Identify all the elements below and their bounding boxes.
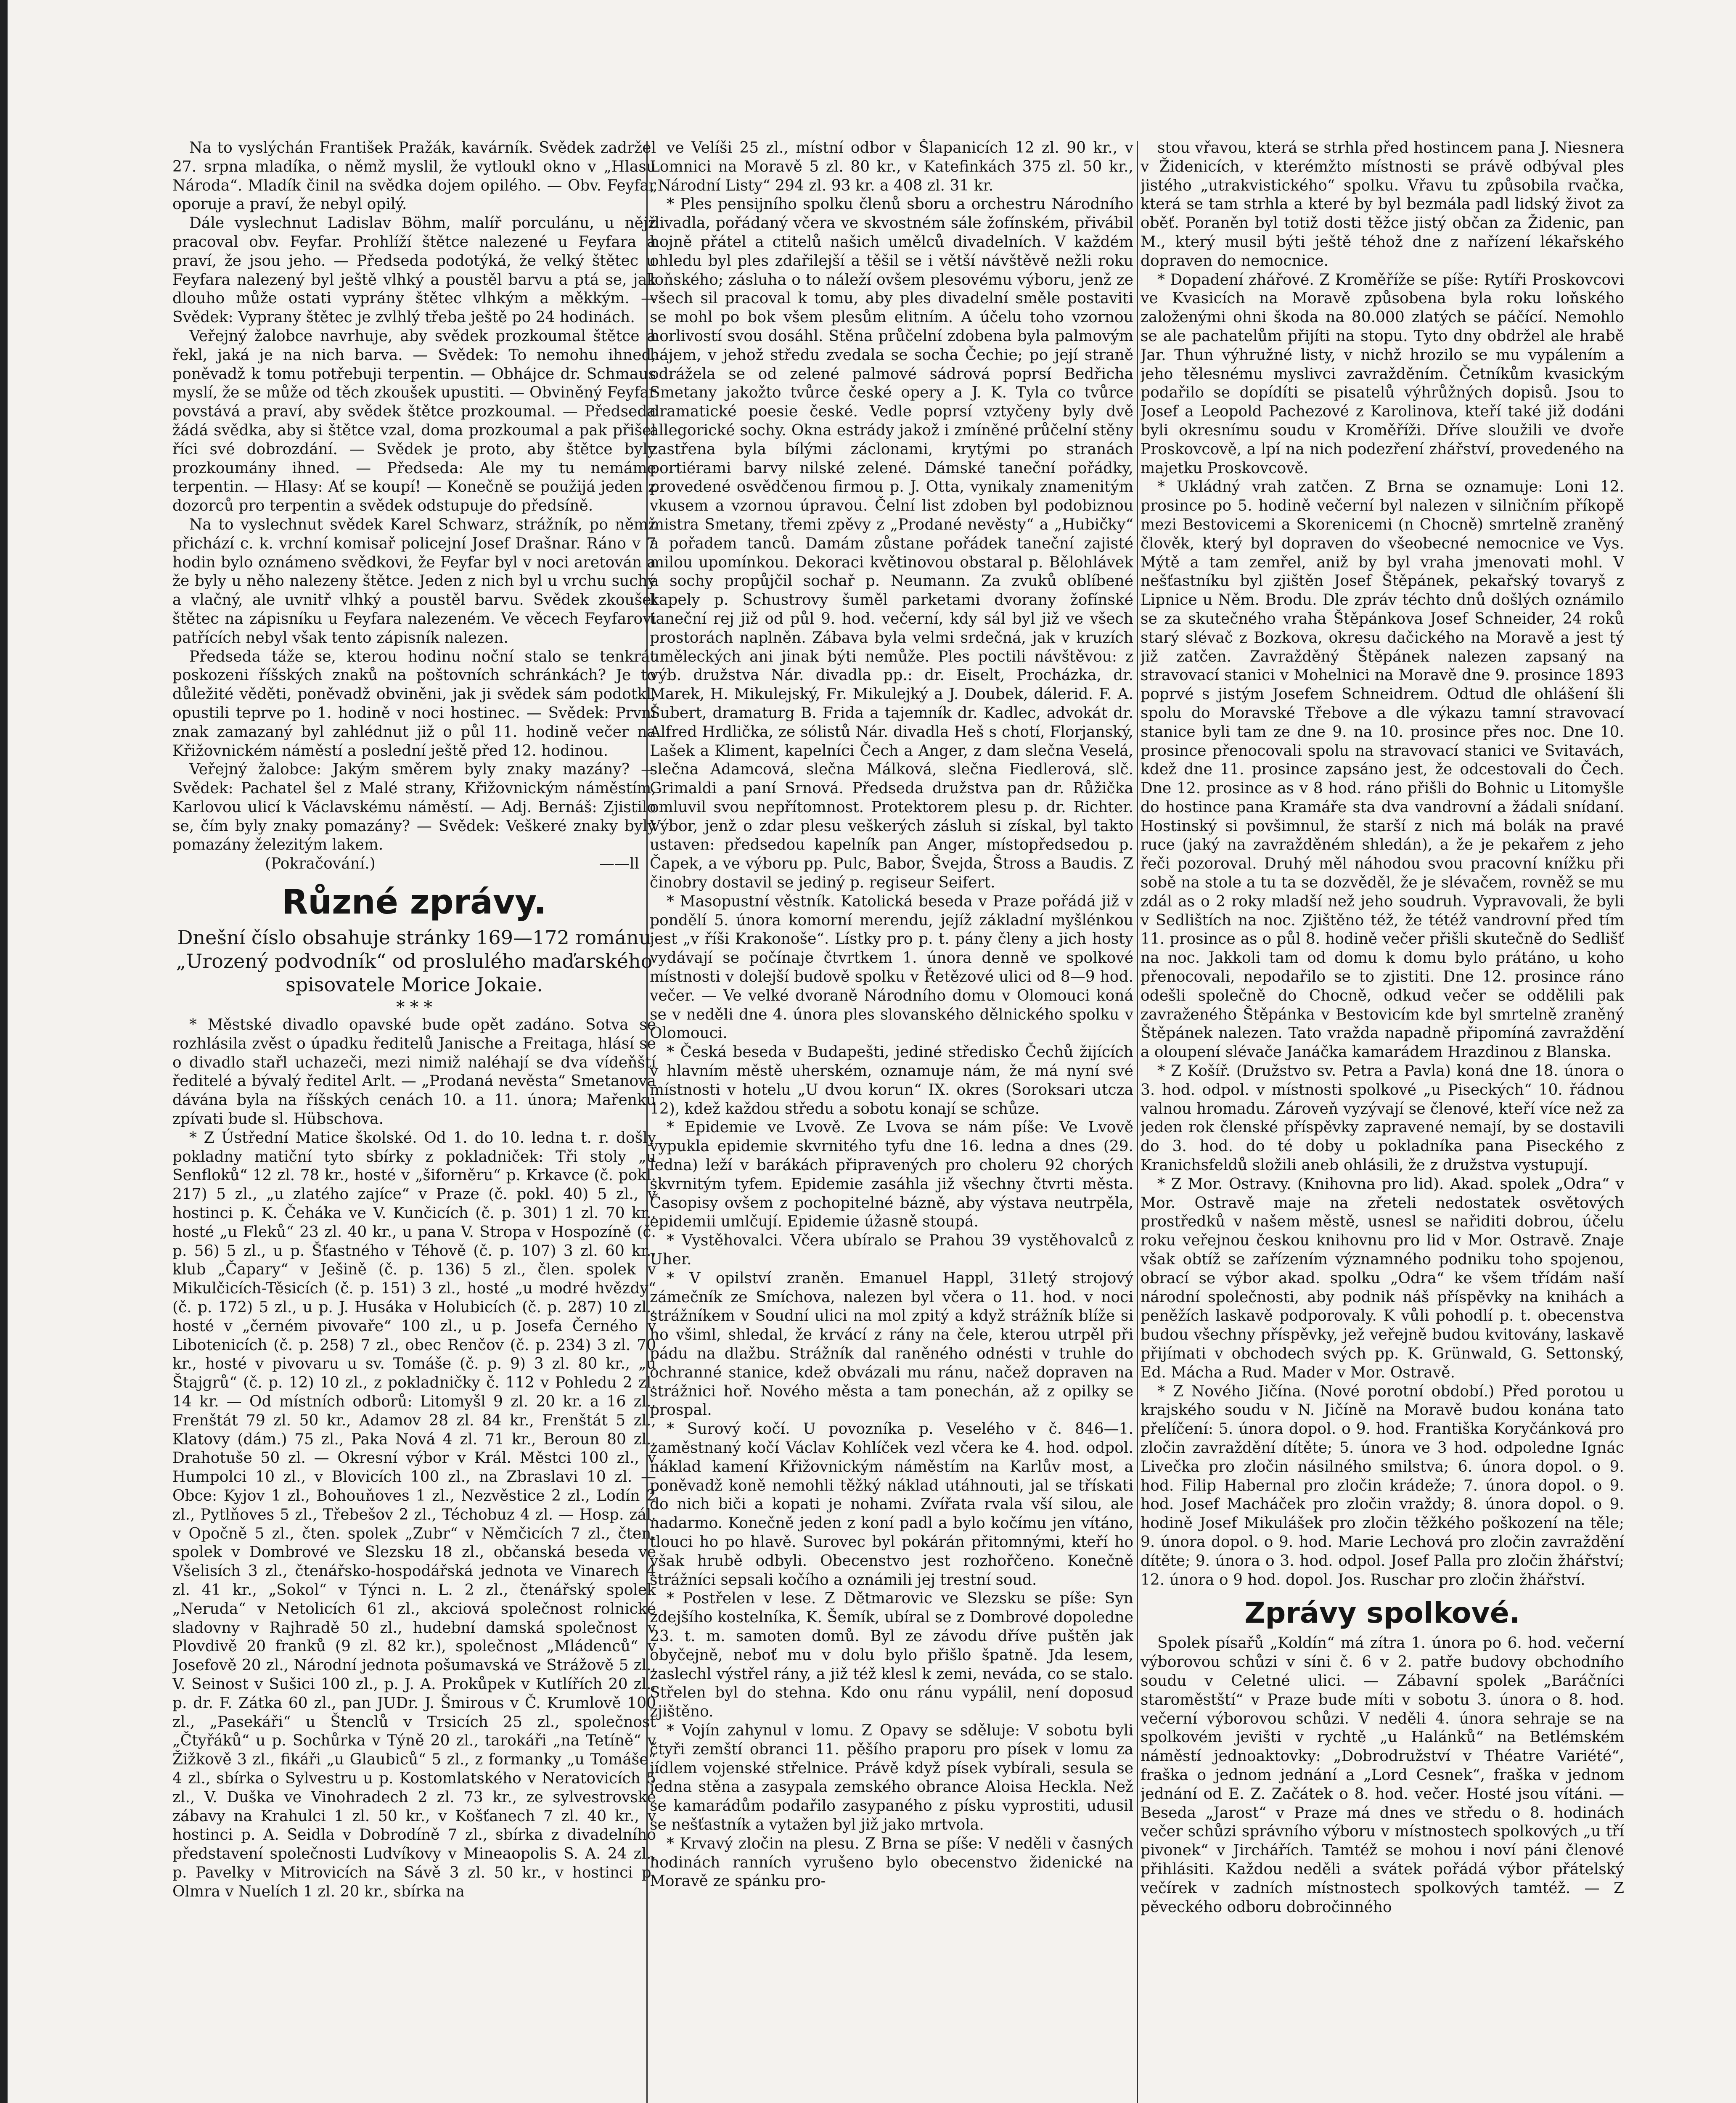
scan-edge	[0, 0, 8, 2103]
paragraph: Dále vyslechnut Ladislav Böhm, malíř porculánu, u nějž pracoval obv. Feyfar. Prohlíží štětce nalezené u Feyfara a praví, že jsou jeho. — Předseda podotýká, že velký štětec u Feyfara nalezený byl ještě vlhký a poustěl barvu a ptá se, jak dlouho může ostati vyprány štětec vlhkým a měkkým. — Svědek: Vyprany štětec je zvlhlý třeba ještě po 24 hodinách.	[172, 215, 656, 326]
paragraph: Veřejný žalobce navrhuje, aby svědek prozkoumal štětce a řekl, jaká je na nich barva. — Svědek: To nemohu ihned, poněvadž k tomu potřebuji terpentin. — Obhájce dr. Schmaus myslí, že se může od těch zkoušek upustiti. — Obviněný Feyfar povstává a praví, aby svědek štětce prozkoumal. — Předseda žádá svědka, aby si štětce vzal, doma prozkoumal a pak přišel říci své dobrozdání. — Svědek je proto, aby štětce byly prozkoumány ihned. — Předseda: Ale my tu nemáme terpentin. — Hlasy: Ať se koupí! — Konečně se použijá jeden z dozorců pro terpentin a svědek odstupuje do předsíně.	[172, 327, 656, 515]
news-item: * Surový kočí. U povozníka p. Veselého v č. 846—1. zaměstnaný kočí Václav Kohlíček vezl včera ke 4. hod. odpol. náklad kamení Křižovnickým náměstím na Karlův most, a poněvadž koně nemohli těžký náklad utáhnouti, jal se třískati do nich biči a kopati je nohami. Zvířata rvala vší silou, ale nadarmo. Konečně jeden z koní padl a bylo kočímu jen vítáno, tlouci ho po hlavě. Surovec byl pokárán přitomnými, kteří ho však hrubě odbyli. Obecenstvo jest rozhořčeno. Konečně strážníci sepsali kočího a oznámili jej trestní soud.	[650, 1420, 1133, 1589]
news-item: * Vojín zahynul v lomu. Z Opavy se sděluje: V sobotu byli čtyři zemští obranci 11. pěšího praporu pro písek v lomu za jídlem vojenské střelnice. Právě když písek vybírali, sesula se jedna stěna a zasypala zemského obrance Aloisa Heckla. Než se kamarádům podařilo zasypaného z písku vyprostiti, udusil se nešťastník a vytažen byl již jako mrtvola.	[650, 1722, 1133, 1833]
news-item: * Dopadení zhářové. Z Kroměříže se píše: Rytíři Proskovcovi ve Kvasicích na Moravě způsobena byla roku loňského založenými ohni škoda na 80.000 zlatých se páčící. Nemohlo se ale pachatelům přijíti na stopu. Tyto dny obdržel ale hrabě Jar. Thun výhružné listy, v nichž hrozilo se mu vypálením a jeho tělesnému myslivci zavražděním. Četníkům kvasickým podařilo se dopídíti se pisatelů výhrůžných dopisů. Jsou to Josef a Leopold Pachezové z Karolinova, kteří také již dodáni byli okresnímu soudu v Kroměříži. Dříve sloužili ve dvoře Proskovcově, a lpí na nich podezření zhářství, provedeného na majetku Proskovcově.	[1141, 271, 1624, 477]
news-item: * Z Ústřední Matice školské. Od 1. do 10. ledna t. r. došly pokladny matiční tyto sbírky z pokladniček: Tři stoly „u Senfloků“ 12 zl. 78 kr., hosté v „šiforněru“ p. Krkavce (č. pokl. 217) 5 zl., „u zlatého zajíce“ v Praze (č. pokl. 40) 5 zl., v hostinci p. K. Čeháka ve V. Kunčicích (č. p. 301) 1 zl. 70 kr., hosté „u Fleků“ 23 zl. 40 kr., u pana V. Stropa v Hospozíně (č. p. 56) 5 zl., u p. Šťastného v Téhově (č. p. 107) 3 zl. 60 kr., klub „Čapary“ v Ješině (č. p. 136) 5 zl., člen. spolek v Mikulčicích-Těsicích (č. p. 151) 3 zl., hosté „u modré hvězdy“ (č. p. 172) 5 zl., u p. J. Husáka v Holubicích (č. p. 287) 10 zl., hosté v „černém pivovaře“ 100 zl., u p. Josefa Černého v Libotenicích (č. p. 258) 7 zl., obec Renčov (č. p. 234) 3 zl. 70 kr., hosté v pivovaru u sv. Tomáše (č. p. 9) 3 zl. 80 kr., „u Štajgrů“ (č. p. 12) 10 zl., z pokladničky č. 112 v Pohledu 2 zl. 14 kr. — Od místních odborů: Litomyšl 9 zl. 20 kr. a 16 zl., Frenštát 79 zl. 50 kr., Adamov 28 zl. 84 kr., Frenštát 5 zl., Klatovy (dám.) 75 zl., Paka Nová 4 zl. 71 kr., Beroun 80 zl., Drahotuše 50 zl. — Okresní výbor v Král. Městci 100 zl., v Humpolci 10 zl., v Blovicích 100 zl., na Zbraslavi 10 zl. — Obce: Kyjov 1 zl., Bohouňoves 1 zl., Nezvěstice 2 zl., Lodín 2 zl., Pytlňoves 5 zl., Třebešov 2 zl., Téchobuz 4 zl. — Hosp. zál. v Opočně 5 zl., čten. spolek „Zubr“ v Němčicích 7 zl., čten. spolek v Dombrové ve Slezsku 18 zl., občanská beseda ve Všelisích 3 zl., čtenářsko-hospodářská jednota ve Vinarech 4 zl. 41 kr., „Sokol“ v Týnci n. L. 2 zl., čtenářský spolek „Neruda“ v Netolicích 61 zl., akciová společnost rolnické sladovny v Rajhradě 50 zl., hudební damská společnost v Plovdivě 20 franků (9 zl. 82 kr.), společnost „Mládenců“ v Josefově 20 zl., Národní jednota pošumavská ve Strážově 5 zl., V. Seinost v Sušici 100 zl., p. J. A. Prokůpek v Kutlířích 20 zl., p. dr. F. Zátka 60 zl., pan JUDr. J. Šmirous v Č. Krumlově 100 zl., „Pasekáři“ u Štenclů v Trsicích 25 zl., společnost „Čtyřáků“ u p. Sochůrka v Týně 20 zl., tarokáři „na Tetíně“ v Žižkově 3 zl., fikáři „u Glaubiců“ 5 zl., z formanky „u Tomáše“ 4 zl., sbírka o Sylvestru u p. Kostomlatského v Neratovicích 5 zl., V. Duška ve Vinohradech 2 zl. 73 kr., ze sylvestrovské zábavy na Krahulci 1 zl. 50 kr., v Košťanech 7 zl. 40 kr., v hostinci p. A. Seidla v Dobrodíně 7 zl., sbírka z divadelního představení společnosti Ludvíkovy v Mineaopolis S. A. 24 zl., p. Pavelky v Mitrovicích na Sávě 3 zl. 50 kr., v hostinci p. Olmra v Nuelích 1 zl. 20 kr., sbírka na	[172, 1129, 656, 1900]
news-item: * Z Mor. Ostravy. (Knihovna pro lid). Akad. spolek „Odra“ v Mor. Ostravě maje na zřeteli nedostatek osvětových prostředků v našem městě, usnesl se nařiditi dobrou, účelu roku veřejnou českou knihovnu pro lid v Mor. Ostravě. Znaje však obtíž se zařízením významného podniku toho spojenou, obrací se výbor akad. spolku „Odra“ ke všem třídám naší národní společnosti, aby podnik náš příspěvky na knihách a peněžích laskavě podporovaly. K vůli pohodlí p. t. obecenstva budou všechny příspěvky, jež veřejně budou kvitovány, laskavě přijímati v obchodech svých pp. K. Grünwald, G. Settonský, Ed. Mácha a Rud. Mader v Mor. Ostravě.	[1141, 1175, 1624, 1381]
news-item: * Vystěhovalci. Včera ubíralo se Prahou 39 vystěhovalců z Uher.	[650, 1232, 1133, 1269]
column-rule	[1137, 141, 1138, 2103]
section-heading: Různé zprávy.	[282, 882, 547, 922]
news-item: * Městské divadlo opavské bude opět zadáno. Sotva se rozhlásila zvěst o úpadku ředitelů Janische a Freitaga, hlásí se o divadlo stařl uchazeči, mezi nimiž naléhají se dva vídeňští ředitelé a bývalý ředitel Arlt. — „Prodaná nevěsta“ Smetanova dávána byla na říšských cenách 10. a 11. února; Mařenku zpívati bude sl. Hübschova.	[172, 1016, 656, 1128]
news-item: * Masopustní věstník. Katolická beseda v Praze pořádá již v pondělí 5. února komorní merendu, jejíž základní myšlénkou jest „v říši Krakonoše“. Lístky pro p. t. pány členy a jich hosty vydávají se počínaje čtvrtkem 1. února denně ve spolkové místnosti v dolejší budově spolku v Řetězové ulici od 8—9 hod. večer. — Ve velké dvoraně Národního domu v Olomouci koná se v neděli dne 4. února ples slovanského dělnického spolku v Olomouci.	[650, 893, 1133, 1042]
column-3	[1141, 139, 1624, 2103]
separator-stars: * * *	[396, 998, 432, 1017]
news-item: * Ukládný vrah zatčen. Z Brna se oznamuje: Loni 12. prosince po 5. hodině večerní byl nalezen v silničním příkopě mezi Bestovicemi a Skorenicemi (n Chocně) smrtelně zraněný člověk, který byl dopraven do všeobecné nemocnice ve Vys. Mýtě a tam zemřel, aniž by byl vraha jmenovati mohl. V nešťastníku byl zjištěn Josef Štěpánek, pekařský tovaryš z Lipnice u Něm. Brodu. Dle zpráv téchto dnů došlých oznámilo se za skutečného vraha Štěpánkova Josef Schneider, 24 roků starý slévač z Bozkova, okresu dačického na Moravě a jest tý již zatčen. Zavražděný Štěpánek nalezen zapsaný na stravovací stanici v Mohelnici na Moravě dne 9. prosince 1893 poprvé s jistým Josefem Schneidrem. Odtud dle ohlášení šli spolu do Moravské Třebove a dle výkazu tamní stravovací stanice byli tam ze dne 9. na 10. prosince přes noc. Dne 10. prosince přenocovali spolu na stravovací stanici ve Svitavách, kdež dne 11. prosince zapsáno jest, že odcestovali do Čech. Dne 12. prosince as v 8 hod. ráno přišli do Bohnic u Litomyšle do hostince pana Kramáře sta dva vandrovní a žádali snídaní. Hostinský si povšimnul, že starší z nich má bolák na pravé ruce (jaký na zavražděném shledán), a že je pekařem z jeho řeči pozoroval. Druhý měl náhodou svou pracovní knížku při sobě na stole a tu ta se dozvěděl, že je slévačem, rovněž se mu zdál as o 2 roky mladší než jeho soudruh. Vypravovali, že byli v Sedlištích na noc. Zjištěno též, že tétéž vandrovní před tím 11. prosince as o půl 8. hodině večer přišli skutečně do Sedlišť na noc. Jakkoli tam od domu k domu bylo prátáno, u koho přenocovali, nepodařilo se to zjistiti. Dne 12. prosince ráno odešli společně do Chocně, odkud večer se oddělili pak zavraženého Štěpánka v Bestovicím kde byl smrtelně zraněný Štěpánek nalezen. Tato vražda napadně připomíná zavraždění a oloupení slévače Janáčka kamarádem Hrazdinou z Blanska.	[1141, 478, 1624, 1061]
news-item: * Postřelen v lese. Z Dětmarovic ve Slezsku se píše: Syn zdejšího kostelníka, K. Šemík, ubíral se z Dombrové dopoledne 23. t. m. samoten domů. Byl ze závodu dříve puštěn jak obyčejně, neboť mu v dolu bylo přišlo špatně. Jda lesem, zaslechl výstřel rány, a již též klesl k zemi, neváda, co se stalo. Střelen byl do stehna. Kdo onu ránu vypálil, není doposud zjištěno.	[650, 1590, 1133, 1721]
continued-note: (Pokračování.)	[265, 855, 376, 873]
news-item: * Epidemie ve Lvově. Ze Lvova se nám píše: Ve Lvově vypukla epidemie skvrnitého tyfu dne 16. ledna a dnes (29. ledna) leží v barákách připravených pro choleru 92 chorých skvrnitým tyfem. Epidemie zasáhla již všechny čtvrti města. Časopisy ovšem z pochopitelné bázně, aby výstava neutrpěla, epidemii umlčují. Epidemie úžasně stoupá.	[650, 1119, 1133, 1231]
news-item: Spolek písařů „Koldín“ má zítra 1. února po 6. hod. večerní výborovou schůzi v síni č. 6 v 2. patře budovy obchodního soudu v Celetné ulici. — Zábavní spolek „Baráčníci staroměstští“ v Praze bude míti v sobotu 3. února o 8. hod. večerní výborovou schůzi. V neděli 4. února sehraje se na spolkovém jevišti v rychtě „u Halánků“ na Betlémském náměstí jednoaktovky: „Dobrodružství v Théatre Variété“, fraška o jednom jednání a „Lord Cesnek“, fraška v jednom jednání od E. Z. Začátek o 8. hod. večer. Hosté jsou vítáni. — Beseda „Jarost“ v Praze má dnes ve středu o 8. hodinách večer schůzi správního výboru v místnostech spolkových „u tří pivonek“ v Jirchářích. Tamtéž se mohou i noví páni členové přihlásiti. Každou neděli a svátek pořádá výbor přátelský večírek v zadních místnostech spolkových tamtéž. — Z pěveckého odboru dobročinného	[1141, 1634, 1624, 1916]
news-item: ve Velíši 25 zl., místní odbor v Šlapanicích 12 zl. 90 kr., v Lomnici na Moravě 5 zl. 80 kr., v Katefinkách 375 zl. 50 kr., „Národní Listy“ 294 zl. 93 kr. a 408 zl. 31 kr.	[650, 139, 1133, 194]
news-item: * Česká beseda v Budapešti, jediné středisko Čechů žijících v hlavním městě uherském, oznamuje nám, že má nyní své místnosti v hotelu „U dvou korun“ IX. okres (Soroksari utcza 12), kdež každou středu a sobotu konají se schůze.	[650, 1044, 1133, 1118]
column-2	[650, 139, 1133, 2103]
paragraph: Na to vyslechnut svědek Karel Schwarz, strážník, po němž přichází c. k. vrchní komisař policejní Josef Drašnar. Ráno v 7 hodin bylo oznámeno svědkovi, že Feyfar byl v noci aretován a že byly u něho nalezeny štětce. Jeden z nich byl u vrchu suchý a vlačný, ale uvnitř vlhký a poustěl barvu. Svědek zkoušel štětec na zápisníku u Feyfara nalezeném. Ve věcech Feyfarovi patřících nebyl však tento zápisník nalezen.	[172, 516, 656, 646]
news-item: * V opilství zraněn. Emanuel Happl, 31letý strojový zámečník ze Smíchova, nalezen byl včera o 11. hod. v noci strážníkem v Soudní ulici na mol zpitý a když strážník blíže si ho všiml, shledal, že krvácí z rány na čele, kterou utrpěl při pádu na dlažbu. Strážník dal raněného odnésti v truhle do ochranné stanice, kdež obvázali mu ránu, načež dopraven na strážnici hoř. Nového města a tam ponechán, až z opilky se prospal.	[650, 1269, 1133, 1419]
section-heading: Zprávy spolkové.	[1244, 1597, 1520, 1630]
paragraph: Na to vyslýchán František Pražák, kavárník. Svědek zadržel 27. srpna mladíka, o němž myslil, že vytloukl okno v „Hlasu Národa“. Mladík činil na svědka dojem opilého. — Obv. Feyfar oporuje a praví, že nebyl opilý.	[172, 139, 656, 213]
news-item: * Krvavý zločin na plesu. Z Brna se píše: V neděli v časných hodinách ranních vyrušeno bylo obecenstvo židenické na Moravě ze spánku pro-	[650, 1835, 1133, 1890]
paragraph: Předseda táže se, kterou hodinu noční stalo se tenkrát poskozeni říšských znaků na poštovních schránkách? Je to důležité věděti, poněvadž obviněni, jak ji svědek sám podotkl, opustili teprve po 1. hodině v noci hostinec. — Svědek: První znak zamazaný byl zahlédnut již o půl 11. hodině večer na Křižovnickém náměstí a poslední ještě před 12. hodinou.	[172, 648, 656, 760]
news-item: stou vřavou, která se strhla před hostincem pana J. Niesnera v Židenicích, v kterémžto místnosti se právě odbýval ples jistého „utrakvistického“ spolku. Vřavu tu způsobila rvačka, která se tam strhla a které by byl bezmála padl lidský život za oběť. Poraněn byl totiž dosti těžce jistý občan za Židenic, pan M., který musil býti ještě téhož dne z nařízení lékařského dopraven do nemocnice.	[1141, 139, 1624, 270]
author-sign: ——ll	[599, 855, 639, 873]
news-item: * Z Nového Jičína. (Nové porotní období.) Před porotou u krajského soudu v N. Jičíně na Moravě budou konána tato přelíčení: 5. února dopol. o 9. hod. Františka Koryčánková pro zločin zavraždění dítěte; 5. února ve 3 hod. odpoledne Ignác Livečka pro zločin násilného smilstva; 6. února dopol. o 9. hod. Filip Habernal pro zločin krádeže; 7. února dopol. o 9. hod. Josef Macháček pro zločin vraždy; 8. února dopol. o 9. hodině Josef Mikulášek pro zločin těžkého poškození na těle; 9. února dopol. o 9. hod. Marie Lechová pro zločin zavraždění dítěte; 9. února o 3. hod. odpol. Josef Palla pro zločin žhářství; 12. února o 9 hod. dopol. Jos. Ruschar pro zločin žhářství.	[1141, 1383, 1624, 1589]
novel-announcement: Dnešní číslo obsahuje stránky 169—172 románu „Urozený podvodník“ od proslulého maďarského spisovatele Morice Jokaie.	[176, 926, 653, 996]
news-item: * Ples pensijního spolku členů sboru a orchestru Národního divadla, pořádaný včera ve skvostném sále žofínském, přivábil hojně přátel a ctitelů našich umělců divadelních. V každém ohledu byl ples zdařilejší a těšil se i větší návštěvě nežli roku loňského; zásluha o to náleží ovšem plesovému výboru, jenž ze všech sil pracoval k tomu, aby ples divadelní směle postaviti se mohl po bok všem plesům elitním. A účelu toho vzornou horlivostí svou dosáhl. Stěna průčelní zdobena byla palmovým hájem, v jehož středu zvedala se socha Čechie; po její straně odrážela se od zelené palmové sádrová poprsí Bedřicha Smetany jakožto tvůrce české opery a J. K. Tyla co tvůrce dramatické poesie české. Vedle poprsí vztyčeny byly dvě allegorické sochy. Okna estrády jakož i zmíněné průčelní stěny zastřena byla bílými záclonami, krytými po stranách portiérami barvy nilské zelené. Dámské taneční pořádky, provedené osvědčenou firmou p. J. Otta, vynikaly znamenitým vkusem a vzornou úpravou. Čelní list zdoben byl podobiznou mistra Smetany, třemi zpěvy z „Prodané nevěsty“ a „Hubičky“ a pořadem tanců. Damám zůstane pořádek taneční zajisté milou upomínkou. Dekoraci květinovou obstaral p. Bělohlávek a sochy propůjčil sochař p. Neumann. Za zvuků oblíbené kapely p. Schustrovy šuměl parketami dvorany žofínské taneční rej již od půl 9. hod. večerní, kdy sál byl již ve všech prostorách naplněn. Zábava byla velmi srdečná, jak v kruzích uměleckých ani jinak býti nemůže. Ples poctili návštěvou: z výb. družstva Nár. divadla pp.: dr. Eiselt, Procházka, dr. Marek, H. Mikulejský, Fr. Mikulejký a J. Doubek, dálerid. F. A. Šubert, dramaturg B. Frida a tajemník dr. Kadlec, advokát dr. Alfred Hrdlička, ze sólistů Nár. divadla Heš s chotí, Florjanský, Lašek a Kliment, kapelníci Čech a Anger, z dam slečna Veselá, slečna Adamcová, slečna Málková, slečna Fiedlerová, slč. Grimaldi a paní Srnová. Předseda družstva pan dr. Růžička omluvil svou nepřítomnost. Protektorem plesu p. dr. Richter. Výbor, jenž o zdar plesu veškerých zásluh si získal, byl takto ustaven: předsedou kapelník pan Anger, místopředsedou p. Čapek, a ve výboru pp. Pulc, Babor, Švejda, Štross a Baudis. Z činobry dostavil se jediný p. regiseur Seifert.	[650, 196, 1133, 892]
continuation-line	[172, 855, 656, 874]
news-item: * Z Košíř. (Družstvo sv. Petra a Pavla) koná dne 18. února o 3. hod. odpol. v místnosti spolkové „u Piseckých“ 10. řádnou valnou hromadu. Zároveň vyzývají se členové, kteří více než za jeden rok členské příspěvky zapravené nemají, by se dostavili do 3. hod. do té doby u pokladníka pana Piseckého z Kranichsfeldů složili aneb ohlásili, že z družstva vystupují.	[1141, 1062, 1624, 1174]
column-1	[172, 139, 656, 2103]
paragraph: Veřejný žalobce: Jakým směrem byly znaky mazány? — Svědek: Pachatel šel z Malé strany, Křižovnickým náměstím, Karlovou ulicí k Václavskému náměstí. — Adj. Bernáš: Zjistilo se, čím byly znaky pomazány? — Svědek: Veškeré znaky byly pomazány železitým lakem.	[172, 761, 656, 854]
